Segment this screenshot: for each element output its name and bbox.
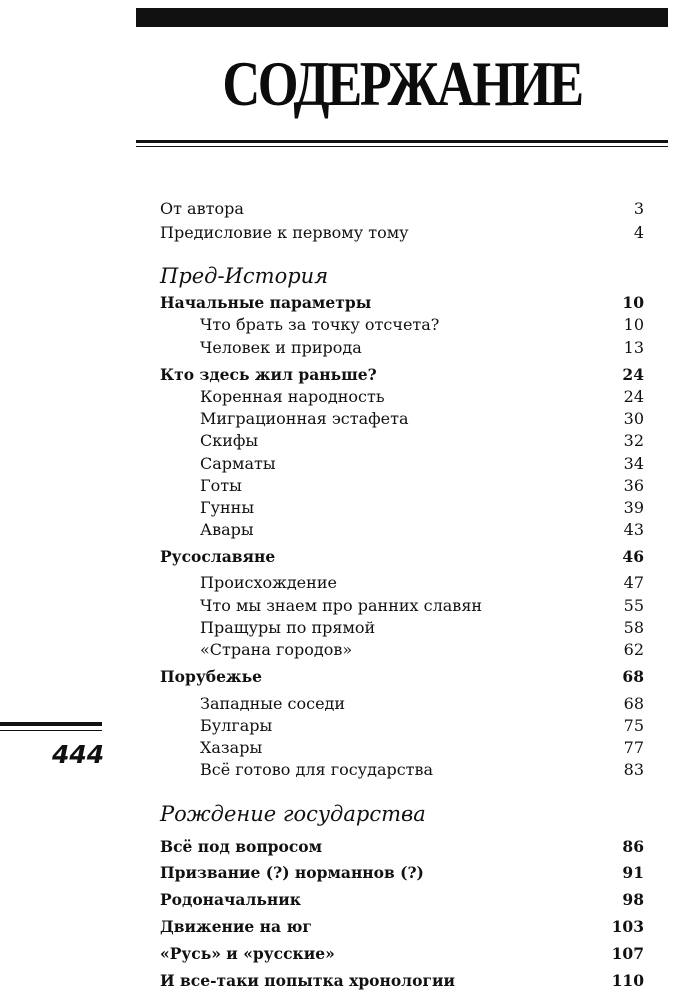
toc-entry-page: 24 [623,387,644,406]
toc-section[interactable] [160,970,644,992]
top-black-bar [136,8,668,27]
toc-entry-label: Предисловие к первому тому [160,223,409,242]
toc-section-page: 86 [622,837,644,856]
toc-entry-label: Сарматы [200,454,276,473]
toc-entry-page: 58 [623,618,644,637]
toc-section-label: Русославяне [160,547,276,566]
toc-entry-page: 43 [623,520,644,539]
toc-entry[interactable] [160,572,644,594]
title-rule-thin [136,146,668,147]
toc-section[interactable] [160,836,644,858]
toc-section[interactable] [160,889,644,911]
toc-entry-page: 30 [623,409,644,428]
toc-entry-label: Авары [200,520,254,539]
toc-section-page: 91 [622,863,644,882]
toc-section[interactable] [160,292,644,314]
part-title: Рождение государства [160,802,426,826]
toc-entry-page: 13 [623,338,644,357]
toc-section-label: Всё под вопросом [160,837,323,856]
toc-section-label: Призвание (?) норманнов (?) [160,863,424,882]
toc-entry[interactable] [160,617,644,639]
toc-entry-label: Всё готово для государства [200,760,434,779]
toc-entry[interactable] [160,198,644,220]
side-rule-thick [0,722,102,726]
toc-entry[interactable] [160,693,644,715]
toc-entry[interactable] [160,453,644,475]
toc-entry[interactable] [160,408,644,430]
toc-section-label: Порубежье [160,667,262,686]
toc-entry-page: 4 [633,223,644,242]
toc-entry-label: Происхождение [200,573,337,592]
toc-entry-page: 10 [623,315,644,334]
toc-entry[interactable] [160,475,644,497]
toc-entry-page: 34 [623,454,644,473]
toc-section[interactable] [160,916,644,938]
toc-entry-page: 68 [623,694,644,713]
toc-entry-page: 32 [623,431,644,450]
toc-section-label: Движение на юг [160,917,312,936]
toc-entry[interactable] [160,337,644,359]
toc-entry-label: Гунны [200,498,255,517]
part-title: Пред-История [160,264,329,288]
toc-section[interactable] [160,943,644,965]
toc-entry-label: Что мы знаем про ранних славян [200,596,483,615]
toc-entry-page: 83 [623,760,644,779]
toc-entry[interactable] [160,715,644,737]
toc-entry-page: 55 [623,596,644,615]
toc-section-page: 10 [622,293,644,312]
toc-entry-label: Готы [200,476,242,495]
toc-entry[interactable] [160,222,644,244]
toc-entry-page: 39 [623,498,644,517]
toc-entry-label: Миграционная эстафета [200,409,409,428]
toc-entry-page: 47 [623,573,644,592]
title-rule-thick [136,140,668,143]
toc-section[interactable] [160,862,644,884]
toc-entry-label: Булгары [200,716,273,735]
toc-entry[interactable] [160,595,644,617]
toc-section-label: Родоначальник [160,890,301,909]
page-title: СОДЕРЖАНИЕ [222,48,582,119]
toc-entry-label: Хазары [200,738,263,757]
toc-entry[interactable] [160,386,644,408]
toc-section-page: 24 [622,365,644,384]
toc-section[interactable] [160,546,644,568]
toc-entry[interactable] [160,759,644,781]
toc-entry-label: Западные соседи [200,694,346,713]
toc-entry[interactable] [160,314,644,336]
toc-entry[interactable] [160,639,644,661]
toc-entry-label: Пращуры по прямой [200,618,376,637]
toc-entry-page: 75 [623,716,644,735]
toc-section-page: 98 [622,890,644,909]
toc-entry-page: 3 [633,199,644,218]
toc-section[interactable] [160,364,644,386]
page-number: 444 [52,740,105,769]
toc-entry-page: 62 [623,640,644,659]
toc-section-page: 103 [611,917,644,936]
toc-section-label: И все-таки попытка хронологии [160,971,455,990]
toc-entry-page: 77 [623,738,644,757]
toc-entry-label: «Страна городов» [200,640,353,659]
toc-entry[interactable] [160,430,644,452]
toc-section-label: Начальные параметры [160,293,372,312]
side-rule-thin [0,730,102,731]
toc-entry-label: Коренная народность [200,387,385,406]
toc-section-page: 110 [611,971,644,990]
toc-section[interactable] [160,666,644,688]
toc-entry-label: Скифы [200,431,259,450]
toc-entry-label: От автора [160,199,244,218]
toc-section-page: 107 [611,944,644,963]
toc-entry[interactable] [160,519,644,541]
toc-section-page: 46 [622,547,644,566]
toc-entry-label: Что брать за точку отсчета? [200,315,440,334]
toc-section-page: 68 [622,667,644,686]
toc-entry-label: Человек и природа [200,338,362,357]
toc-entry[interactable] [160,737,644,759]
toc-section-label: «Русь» и «русские» [160,944,335,963]
toc-entry[interactable] [160,497,644,519]
toc-entry-page: 36 [623,476,644,495]
toc-section-label: Кто здесь жил раньше? [160,365,377,384]
